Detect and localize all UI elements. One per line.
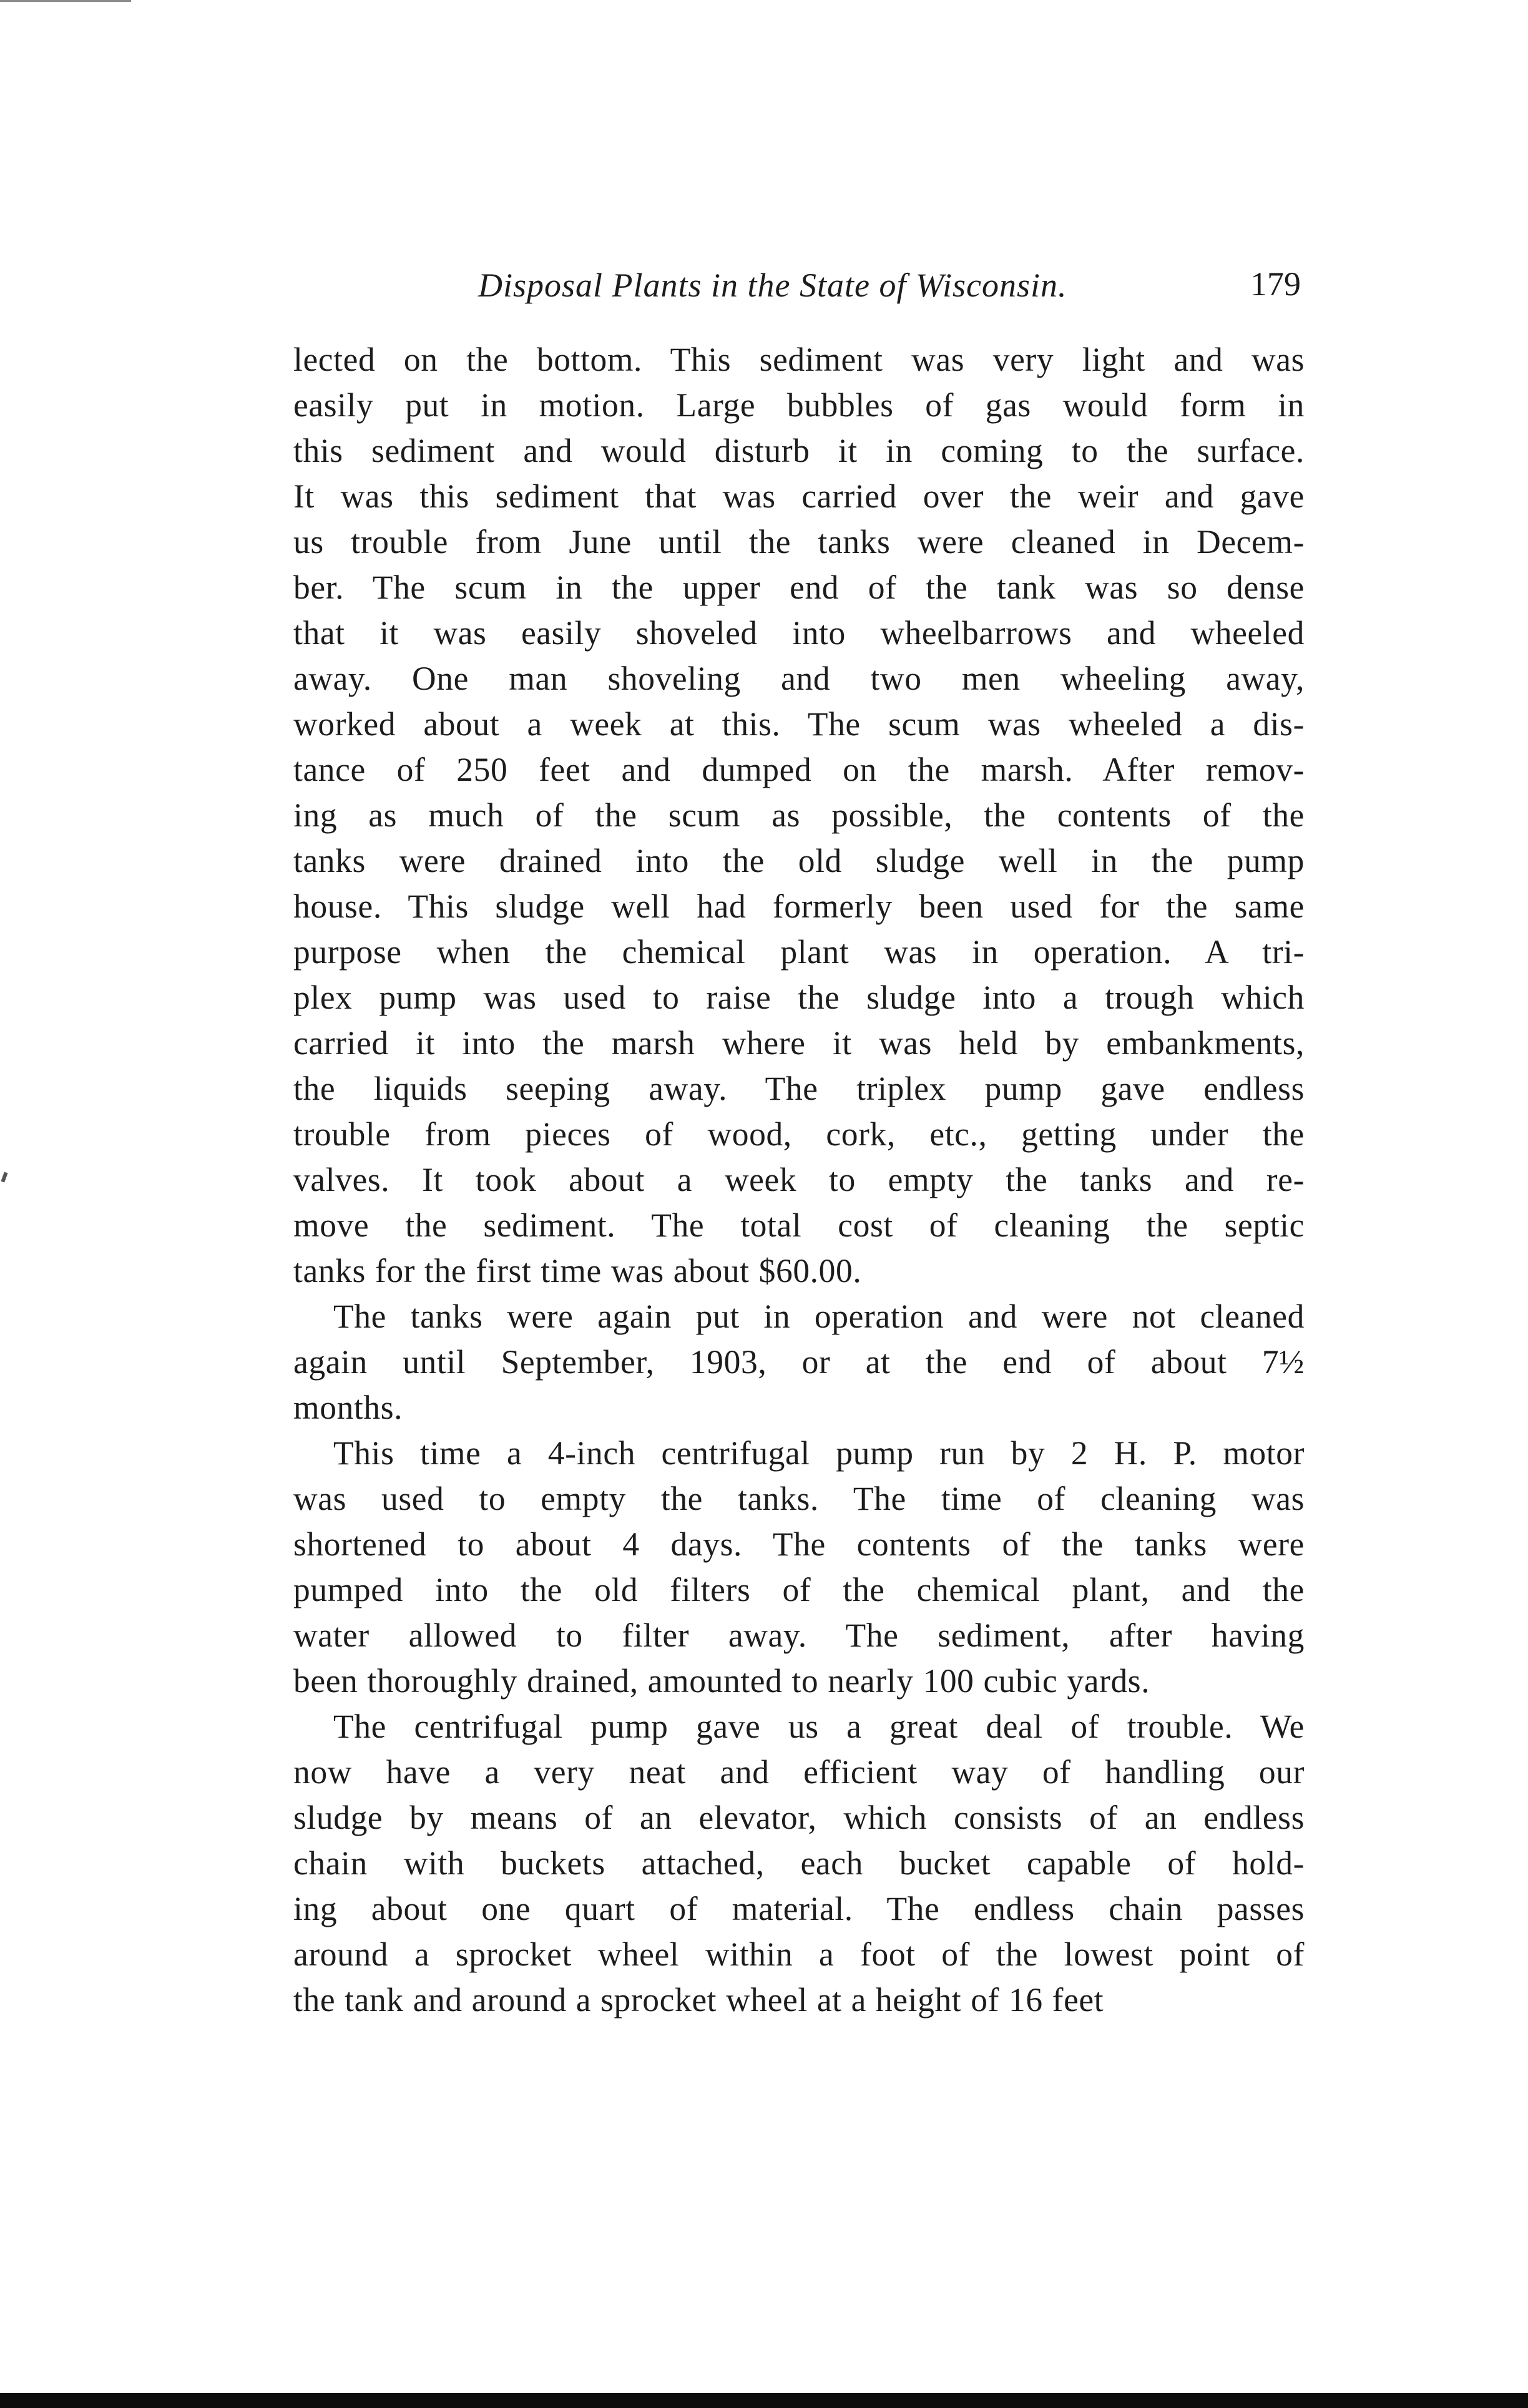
text-line: ber. The scum in the upper end of the tank was so dense [293, 569, 1305, 606]
paragraph [293, 1704, 1305, 2023]
running-title: Disposal Plants in the State of Wisconsin. [478, 267, 1067, 304]
body-text [293, 337, 1305, 2023]
text-line: the liquids seeping away. The triplex pump gave endless [293, 1070, 1305, 1107]
text-line: tanks for the first time was about $60.00. [293, 1252, 862, 1290]
text-line: plex pump was used to raise the sludge into a trough which [293, 979, 1305, 1016]
text-line: months. [293, 1389, 403, 1426]
text-line: pumped into the old filters of the chemical plant, and the [293, 1571, 1305, 1608]
text-line: been thoroughly drained, amounted to nearly 100 cubic yards. [293, 1662, 1150, 1700]
text-line: trouble from pieces of wood, cork, etc., getting under the [293, 1115, 1305, 1153]
text-line: now have a very neat and efficient way of handling our [293, 1753, 1305, 1791]
text-line: this sediment and would disturb it in coming to the surface. [293, 432, 1305, 469]
text-line: water allowed to filter away. The sediment, after having [293, 1617, 1305, 1654]
text-line: shortened to about 4 days. The contents of the tanks were [293, 1525, 1305, 1563]
text-line: tanks were drained into the old sludge well in the pump [293, 842, 1305, 879]
text-line: sludge by means of an elevator, which consists of an endless [293, 1799, 1305, 1836]
text-line: again until September, 1903, or at the end of about 7½ [293, 1343, 1305, 1381]
text-line: ing about one quart of material. The endless chain passes [293, 1890, 1305, 1927]
text-line: chain with buckets attached, each bucket capable of hold- [293, 1844, 1305, 1882]
scan-bottom-border [0, 2393, 1528, 2408]
text-line: purpose when the chemical plant was in operation. A tri- [293, 933, 1305, 971]
text-line: valves. It took about a week to empty the tanks and re- [293, 1161, 1305, 1198]
text-line: lected on the bottom. This sediment was very light and was [293, 341, 1305, 378]
text-line: that it was easily shoveled into wheelbarrows and wheeled [293, 614, 1305, 652]
paragraph [293, 1294, 1305, 1431]
text-line: The tanks were again put in operation and were not cleaned [333, 1298, 1305, 1335]
text-line: worked about a week at this. The scum was wheeled a dis- [293, 705, 1305, 743]
text-line: The centrifugal pump gave us a great deal of trouble. We [333, 1708, 1305, 1745]
text-line: carried it into the marsh where it was held by embankments, [293, 1024, 1305, 1062]
text-line: the tank and around a sprocket wheel at a height of 16 feet [293, 1981, 1104, 2019]
text-line: It was this sediment that was carried over the weir and gave [293, 477, 1305, 515]
margin-tick-mark [1, 1172, 7, 1182]
page-header [293, 262, 1305, 312]
paragraph [293, 337, 1305, 1294]
text-line: us trouble from June until the tanks were cleaned in Decem- [293, 523, 1305, 560]
text-line: house. This sludge well had formerly been used for the same [293, 888, 1305, 925]
paragraph [293, 1431, 1305, 1704]
scan-edge-mark [0, 0, 131, 2]
text-line: was used to empty the tanks. The time of cleaning was [293, 1480, 1305, 1517]
text-line: away. One man shoveling and two men wheeling away, [293, 660, 1305, 697]
text-line: around a sprocket wheel within a foot of the lowest point of [293, 1936, 1305, 1973]
text-line: move the sediment. The total cost of cleaning the septic [293, 1206, 1305, 1244]
text-line: tance of 250 feet and dumped on the marsh. After remov- [293, 751, 1305, 788]
text-line: This time a 4-inch centrifugal pump run by 2 H. P. motor [333, 1434, 1305, 1472]
page-number: 179 [1250, 265, 1301, 303]
text-line: ing as much of the scum as possible, the contents of the [293, 796, 1305, 834]
text-line: easily put in motion. Large bubbles of gas would form in [293, 386, 1305, 424]
